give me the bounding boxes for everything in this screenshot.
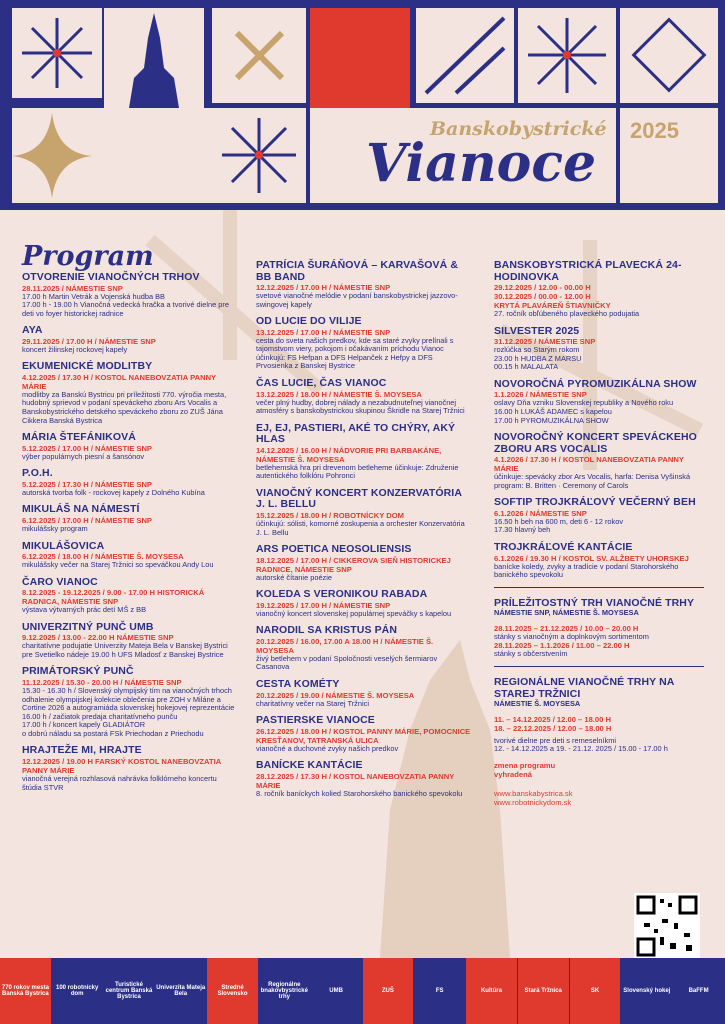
event-item [22, 541, 237, 570]
event-description: výber populárnych piesní a šansónov [22, 451, 145, 461]
event-item [22, 325, 237, 354]
event-description: modlitby za Banskú Bystricu pri príležitosti 770. výročia mesta, hudobný sprievod v podaní speváckeho zboru Ars Vocalis a Banskobystrického detského speváckeho zboru zo ZUŠ Jána Cikkera Banská Bystrica [22, 389, 227, 425]
event-description: živý betlehem v podaní Spoločnosti veselých šermiarov Casanova [256, 653, 438, 672]
event-when: 19.12.2025 / 17.00 H / NÁMESTIE SNP [256, 600, 391, 610]
event-when: 28.12.2025 / 17.30 H / KOSTOL NANEBOVZATIA PANNY MÁRIE [256, 771, 455, 790]
market-event [494, 598, 704, 659]
event-title: NOVOROČNÁ PYROMUZIKÁLNA SHOW [494, 377, 697, 390]
header-tile-red [310, 8, 410, 108]
event-title: MIKULÁŠ NA NÁMESTÍ [22, 503, 140, 516]
gold-star-icon [12, 108, 212, 203]
event-item [256, 589, 471, 618]
qr-code-icon[interactable] [634, 893, 700, 959]
event-item [22, 272, 237, 318]
event-item [494, 326, 704, 372]
event-when: 18.12.2025 / 17.00 H / CIKKEROVA SIEŇ HISTORICKEJ RADNICE, NÁMESTIE SNP [256, 555, 451, 574]
event-when: 13.12.2025 / 17.00 H / NÁMESTIE SNP [256, 327, 391, 337]
market-time-2: 28.11.2025 – 1.1.2026 / 11.00 – 22.00 H [494, 641, 630, 651]
event-when: 31.12.2025 / NÁMESTIE SNP [494, 337, 596, 347]
event-description: charitatívne podujatie Univerzity Mateja Bela v Banskej Bystrici pre Svetielko nádeje 19.00 h UFS Mladosť z Banskej Bystrice [22, 641, 228, 659]
event-title: AYA [22, 324, 43, 337]
event-title: OTVORENIE VIANOČNÝCH TRHOV [22, 271, 200, 283]
event-description: vianočný koncert slovenskej populárnej speváčky s kapelou [256, 608, 452, 618]
event-when: 29.11.2025 / 17.00 H / NÁMESTIE SNP [22, 336, 156, 346]
regional-market-time-2: 18. – 22.12.2025 / 12.00 – 18.00 H [494, 723, 612, 733]
event-when: 1.1.2026 / NÁMESTIE SNP [494, 390, 587, 400]
header-tile-1 [12, 8, 102, 98]
event-when: 6.12.2025 / 18.00 H / NÁMESTIE Š. MOYSESA [22, 552, 184, 562]
event-description: svetové vianočné melódie v podaní banskobystrickej jazzovo-swingovej kapely [256, 291, 458, 309]
event-item [22, 666, 237, 738]
event-item [256, 715, 471, 753]
divider [494, 587, 704, 588]
event-item [256, 679, 471, 708]
header-tile-church [104, 8, 204, 108]
event-description: autorské čítanie poézie [256, 572, 333, 582]
header-year-area [620, 108, 718, 203]
event-item [22, 361, 237, 425]
event-item [256, 378, 471, 416]
event-description: 27. ročník obľúbeného plaveckého podujatia [494, 309, 640, 318]
event-description: koncert žilinskej rockovej kapely [22, 344, 128, 354]
event-title: EKUMENICKÉ MODLITBY [22, 360, 153, 373]
event-title: OD LUCIE DO VILIJE [256, 315, 362, 328]
event-title: PATRÍCIA ŠURÁŇOVÁ – KARVAŠOVÁ & BB BAND [256, 259, 459, 283]
event-title: CESTA KOMÉTY [256, 678, 340, 690]
event-description: 8. ročník baníckych kolied Starohorského banického spevokolu [256, 788, 463, 798]
event-title: NARODIL SA KRISTUS PÁN [256, 624, 398, 637]
event-description: vianočné a duchovné zvyky našich predkov [256, 743, 399, 753]
event-item [22, 622, 237, 660]
header-logo-area [310, 108, 616, 203]
header-tile-cross [212, 8, 306, 103]
sponsor-logo: Stredné Slovensko [207, 958, 258, 1024]
header-tile-snow-2 [518, 8, 616, 103]
sponsor-logo: BaFFM [688, 988, 709, 994]
event-when: 6.1.2026 / 19.30 H / KOSTOL SV. ALŽBETY UHORSKEJ [494, 553, 689, 563]
event-item [256, 760, 471, 798]
regional-market-title: REGIONÁLNE VIANOČNÉ TRHY NA STAREJ TRŽNICI [494, 676, 675, 700]
event-title: MÁRIA ŠTEFÁNIKOVÁ [22, 431, 136, 444]
event-description: charitatívny večer na Starej Tržnici [256, 698, 369, 708]
event-item [22, 577, 237, 615]
event-item [22, 745, 237, 792]
market-title: PRÍLEŽITOSTNÝ TRH VIANOČNÉ TRHY [494, 596, 695, 609]
program-column-1 [22, 242, 237, 799]
event-title: BANÍCKE KANTÁCIE [256, 759, 363, 772]
event-when: 4.1.2026 / 17.30 H / KOSTOL NANEBOVZATIA PANNY MÁRIE [494, 455, 684, 474]
event-description: 16.50 h beh na 600 m, deti 6 - 12 rokov 17.30 hlavný beh [494, 516, 624, 535]
event-item [22, 504, 237, 533]
snowflake-icon [212, 108, 306, 203]
event-item [256, 260, 471, 309]
sponsor-logo: Regionálne bnakovbystrické trhy [260, 982, 308, 1000]
event-description: 15.30 - 16.30 h / Slovenský olympijský tím na vianočných trhoch odhalenie olympijskej kolekcie oblečenia pre ZOH v Miláne a Cortine 2026 a autogramiáda slovenskej hokejovej reprezentácie 16.00 h / začiatok predaja charitatívneho punču 17.00 h / koncert kapely GLADIÁTOR o dobrú náladu sa postará FSk Priechodan z Priechodu [22, 685, 235, 738]
event-description: výstava výtvarných prác detí MŠ z BB [22, 605, 147, 615]
market-location: NÁMESTIE SNP, NÁMESTIE Š. MOYSESA [494, 608, 639, 618]
sponsor-logo: UMB [329, 988, 343, 994]
event-title: MIKULÁŠOVICA [22, 539, 105, 552]
snowflake-icon [12, 8, 102, 98]
snowflake-icon [518, 8, 616, 103]
sponsor-logo: Stará Tržnica [518, 958, 569, 1024]
website-link-1[interactable]: www.banskabystrica.sk [494, 788, 573, 798]
event-item [256, 316, 471, 371]
event-item [494, 497, 704, 535]
event-item [256, 625, 471, 672]
event-title: ČAS LUCIE, ČAS VIANOC [256, 377, 387, 390]
sponsor-logo: FS [435, 988, 444, 994]
event-title: ČARO VIANOC [22, 575, 98, 588]
event-when: 12.12.2025 / 17.00 H / NÁMESTIE SNP [256, 283, 391, 292]
sponsor-logo: SK [570, 958, 621, 1024]
event-description: cesta do sveta našich predkov, kde sa staré zvyky prelínali s tajomstvom viery, pokojom i očakávaním príchodu Vianoc účinkujú: FS Hefpan a DFS Helpanček z Hefpy a DFS Prvosienka z Banskej Bystrice [256, 335, 454, 371]
program-column-3 [494, 260, 704, 807]
event-item [22, 432, 237, 461]
event-when: 5.12.2025 / 17.30 H / NÁMESTIE SNP [22, 479, 152, 489]
event-description: banícke koledy, zvyky a tradície v podaní Starohorského banického spevokolu [494, 561, 679, 580]
event-when: 20.12.2025 / 16.00, 17.00 A 18.00 H / NÁMESTIE Š. MOYSESA [256, 636, 434, 655]
event-description: betlehemská hra pri drevenom betleheme účinkuje: Združenie autentického folklóru Pohronci [256, 462, 459, 481]
event-item [22, 468, 237, 497]
event-title: PRIMÁTORSKÝ PUNČ [22, 665, 134, 678]
event-title: P.O.H. [22, 467, 53, 480]
event-item [494, 432, 704, 490]
regional-market-event [494, 677, 704, 754]
sponsor-logo: 100 robotnícky dom [55, 985, 99, 997]
event-item [494, 542, 704, 580]
event-when: 29.12.2025 / 12.00 - 00.00 H 30.12.2025 / 00.00 - 12.00 H KRYTÁ PLAVÁREŇ ŠTIAVNIČKY [494, 283, 611, 310]
event-when: 20.12.2025 / 19.00 / NÁMESTIE Š. MOYSESA [256, 690, 415, 700]
event-when: 9.12.2025 / 13.00 - 22.00 H NÁMESTIE SNP [22, 633, 174, 643]
event-item [256, 544, 471, 582]
event-description: mikulášsky program [22, 523, 88, 533]
event-item [256, 423, 471, 481]
event-description: rozlúčka so Starým rokom 23.00 h HUDBA Z MARSU 00.15 h MALALATA [494, 345, 582, 372]
event-title: PASTIERSKE VIANOCE [256, 714, 375, 727]
event-title: TROJKRÁĽOVÉ KANTÁCIE [494, 541, 633, 554]
stripes-icon [416, 8, 514, 103]
program-notice: zmena programu vyhradená [494, 760, 556, 779]
year: 2025 [630, 118, 679, 143]
church-tower-icon [104, 8, 204, 108]
event-title: EJ, EJ, PASTIERI, AKÉ TO CHÝRY, AKÝ HLAS [256, 421, 456, 446]
event-when: 6.1.2026 / NÁMESTIE SNP [494, 508, 587, 518]
regional-market-desc-2: 12. - 14.12.2025 a 19. - 21.12. 2025 / 15.00 - 17.00 h [494, 744, 668, 754]
sponsor-logo: Univerzita Mateja Bela [156, 985, 206, 997]
diamond-icon [620, 8, 718, 103]
footer-sponsors [0, 958, 725, 1024]
regional-market-time-1: 11. – 14.12.2025 / 12.00 – 18.00 H [494, 714, 611, 724]
event-title: HRAJTEŽE MI, HRAJTE [22, 744, 142, 757]
event-when: 12.12.2025 / 19.00 H FARSKÝ KOSTOL NANEBOVZATIA PANNY MÁRIE [22, 756, 221, 775]
event-when: 28.11.2025 / NÁMESTIE SNP [22, 283, 123, 293]
market-desc-2: stánky s občerstvením [494, 649, 568, 659]
event-description: večer plný hudby, dobrej nálady a nezabudnuteľnej vianočnej atmosféry s banskobystrickou skupinou Škridle na Starej Tržnici [256, 397, 465, 416]
brand-big: Vianoce [366, 133, 597, 194]
event-description: autorská tvorba folk - rockovej kapely z Dolného Kubína [22, 487, 205, 497]
program-body [0, 210, 725, 958]
event-title: BANSKOBYSTRICKÁ PLAVECKÁ 24-HODINOVKA [494, 259, 682, 283]
event-title: SOFTIP TROJKRÁĽOVÝ VEČERNÝ BEH [494, 496, 696, 509]
event-when: 6.12.2025 / 17.00 H / NÁMESTIE SNP [22, 515, 152, 525]
event-title: ARS POETICA NEOSOLIENSIS [256, 543, 412, 556]
program-column-2 [256, 260, 471, 805]
event-item [494, 260, 704, 319]
event-description: vianočná verejná rozhlasová nahrávka folklórneho koncertu štúdia STVR [22, 773, 217, 792]
program-title: Program [22, 241, 154, 272]
event-title: KOLEDA S VERONIKOU RABADA [256, 588, 428, 601]
poster-header [0, 0, 725, 210]
header-tile-diamond [620, 8, 718, 103]
header-tile-star [12, 108, 212, 203]
event-when: 14.12.2025 / 16.00 H / NÁDVORIE PRI BARBAKÁNE, NÁMESTIE Š. MOYSESA [256, 445, 442, 464]
regional-market-desc-1: tvorivé dielne pre deti s remeselníkmi [494, 735, 616, 745]
sponsor-logo: Turistické centrum Banská Bystrica [105, 982, 153, 1000]
event-when: 15.12.2025 / 18.00 H / ROBOTNÍCKY DOM [256, 510, 404, 520]
event-when: 11.12.2025 / 15.30 - 20.00 H / NÁMESTIE SNP [22, 677, 182, 687]
sponsor-logo: ZUŠ [363, 958, 414, 1024]
website-link-2[interactable]: www.robotnickydom.sk [494, 797, 572, 807]
event-title: SILVESTER 2025 [494, 324, 580, 337]
event-description: oslavy Dňa vzniku Slovenskej republiky a Nového roku 16.00 h LUKÁŠ ADAMEC s kapelou 17.00 h PYROMUZIKÁLNA SHOW [494, 398, 674, 425]
event-description: mikulášsky večer na Starej Tržnici so speváčkou Andy Lou [22, 560, 214, 570]
market-desc-1: stánky s vianočným a doplnkovým sortimentom [494, 631, 649, 641]
event-when: 26.12.2025 / 18.00 H / KOSTOL PANNY MÁRIE, POMOCNICE KRESŤANOV, TATRANSKÁ ULICA [256, 726, 471, 745]
event-title: VIANOČNÝ KONCERT KONZERVATÓRIA J. L. BELLU [256, 486, 462, 511]
event-description: účinkuje: spevácky zbor Ars Vocalis, harfa: Denisa Vyšinská program: B. Britten · Ceremony of Carols [494, 472, 691, 490]
regional-market-location: NÁMESTIE Š. MOYSESA [494, 699, 581, 708]
brand-small: Banskobystrické [430, 118, 607, 140]
event-item [494, 379, 704, 425]
sponsor-logo: Kultúra [466, 958, 517, 1024]
sponsor-logo: 770 rokov mesta Banská Bystrica [0, 958, 51, 1024]
sponsor-logo: Slovenský hokej [623, 988, 671, 994]
event-item [256, 488, 471, 537]
divider [494, 666, 704, 667]
header-tile-snow-3 [212, 108, 306, 203]
market-time-1: 28.11.2025 – 21.12.2025 / 10.00 – 20.00 H [494, 623, 639, 633]
event-when: 4.12.2025 / 17.30 H / KOSTOL NANEBOVZATIA PANNY MÁRIE [22, 372, 216, 391]
event-description: 17.00 h Martin Vetrák a Vojenská hudba BB 17.00 h - 19.00 h Vianočná vedecká hračka a tvorivé dielne pre deti vo foyer historickej radnice [22, 291, 229, 318]
event-description: účinkujú: sólisti, komorné zoskupenia a orchester Konzervatória J. L. Bellu [256, 518, 465, 537]
event-when: 13.12.2025 / 18.00 H / NÁMESTIE Š. MOYSESA [256, 389, 422, 399]
event-title: NOVOROČNÝ KONCERT SPEVÁCKEHO ZBORU ARS VOCALIS [494, 431, 697, 455]
event-when: 5.12.2025 / 17.00 H / NÁMESTIE SNP [22, 443, 152, 453]
event-when: 8.12.2025 - 19.12.2025 / 9.00 - 17.00 H HISTORICKÁ RADNICA, NÁMESTIE SNP [22, 588, 205, 607]
gold-cross-icon [212, 8, 306, 103]
event-title: UNIVERZITNÝ PUNČ UMB [22, 620, 154, 633]
header-tile-stripes [416, 8, 514, 103]
